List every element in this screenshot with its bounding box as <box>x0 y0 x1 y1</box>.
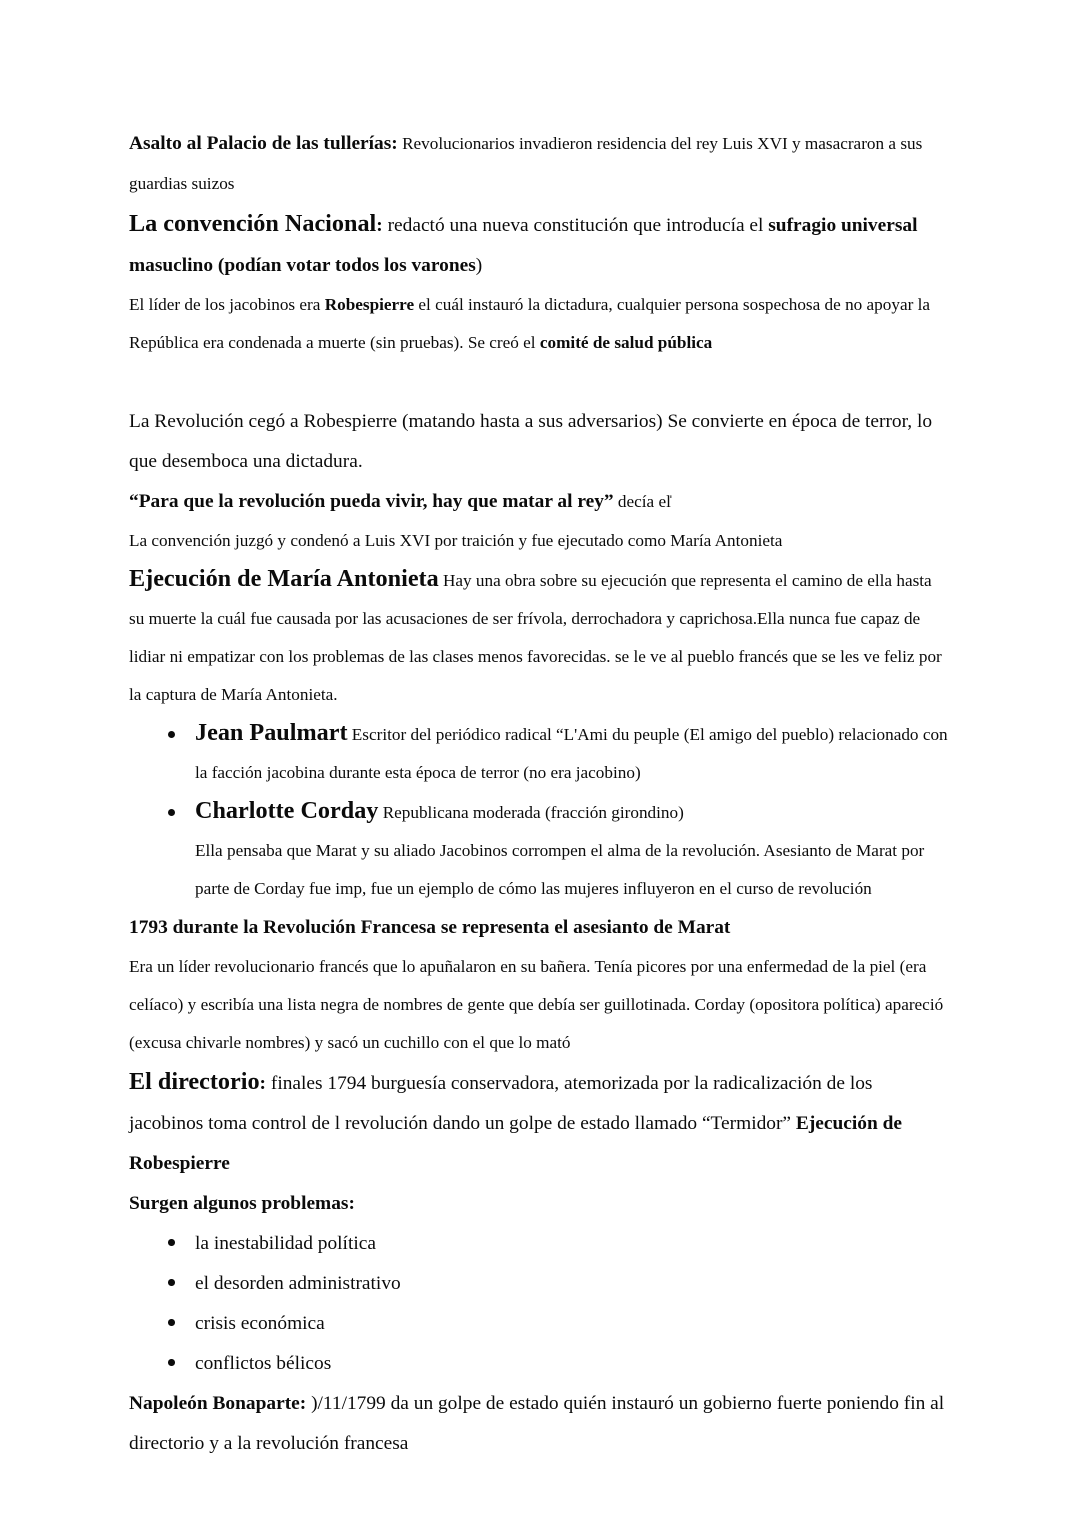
list-item-problema <box>129 1304 951 1344</box>
figure-name-jean-paulmart: Jean Paulmart <box>195 719 348 746</box>
text-convencion-body: redactó una nueva constitución que introducía el <box>382 215 769 236</box>
paragraph-jacobinos <box>129 286 951 362</box>
problemas-list <box>129 1224 951 1384</box>
paragraph-luis-xvi: La convención juzgó y condenó a Luis XVI por traición y fue ejecutado como María Antonieta <box>129 531 783 550</box>
figure-subparagraph-charlotte-corday: Ella pensaba que Marat y su aliado Jacobinos corrompen el alma de la revolución. Asesianto de Marat por parte de Corday fue imp, fue un ejemplo de cómo las mujeres influyeron en el curso de revolución <box>195 841 925 898</box>
heading-problemas <box>129 1184 951 1224</box>
document-body <box>129 124 951 1464</box>
paragraph-marat: Era un líder revolucionario francés que lo apuñalaron en su bañera. Tenía picores por una enfermedad de la piel (era celíaco) y escribía una lista negra de nombres de gente que debía ser guillotinada. Corday (opositora política) apareció (excusa chivarle nombres) y sacó un cuchillo con el que lo mató <box>129 957 944 1052</box>
text-convencion-paren: ) <box>475 255 483 276</box>
heading-problemas-text: Surgen algunos problemas: <box>129 1193 355 1214</box>
text-maria-antonieta-body: Hay una obra sobre su ejecución que representa el camino de ella hasta su muerte la cuál fue causada por las acusaciones de ser frívola, derrochadora y caprichosa.Ella nunca fue capaz de lidiar ni empatizar con los problemas de las clases menos favorecidas. se le ve al pueblo francés que se les ve feliz por la captura de María Antonieta. <box>129 571 942 704</box>
text-jacobinos-2: el cuál instauró la dictadura, cualquier persona sospechosa de no apoyar la República era condenada a muerte (sin pruebas). Se creó el <box>129 295 931 352</box>
text-tullerias-body: Revolucionarios invadieron residencia del rey Luis XVI y masacraron a sus guardias suizos <box>129 134 923 193</box>
paragraph-directorio <box>129 1062 951 1184</box>
paragraph-quote <box>129 482 951 522</box>
list-item-problema <box>129 1344 951 1384</box>
heading-1793-marat <box>129 908 951 948</box>
problema-label: la inestabilidad política <box>195 1233 376 1254</box>
heading-tullerias-colon: : <box>391 133 398 154</box>
problema-label: crisis económica <box>195 1313 325 1334</box>
paragraph-convencion <box>129 204 951 286</box>
text-directorio-robespierre: Ejecución de Robespierre <box>129 1113 902 1174</box>
figures-list <box>129 714 951 908</box>
list-item-jean-paulmart <box>129 714 951 792</box>
list-item-problema <box>129 1224 951 1264</box>
heading-maria-antonieta: Ejecución de María Antonieta <box>129 565 439 592</box>
figure-description-charlotte-corday: Republicana moderada (fracción girondino) <box>378 803 684 822</box>
heading-convencion-colon: : <box>376 215 383 236</box>
paragraph-tullerias <box>129 124 951 204</box>
text-jacobinos-1: El líder de los jacobinos era <box>129 295 325 314</box>
list-item-problema <box>129 1264 951 1304</box>
paragraph-terror: La Revolución cegó a Robespierre (matando hasta a sus adversarios) Se convierte en época de terror, lo que desemboca una dictadura. <box>129 411 933 472</box>
problema-label: conflictos bélicos <box>195 1353 332 1374</box>
text-jacobinos-robespierre: Robespierre <box>324 295 415 314</box>
text-napoleon-body: )/11/1799 da un golpe de estado quién instauró un gobierno fuerte poniendo fin al directorio y a la revolución francesa <box>129 1393 945 1454</box>
heading-directorio: El directorio <box>129 1068 260 1095</box>
figure-name-charlotte-corday: Charlotte Corday <box>195 797 379 824</box>
heading-convencion: La convención Nacional <box>129 210 377 237</box>
figure-description-jean-paulmart: Escritor del periódico radical “L'Ami du peuple (El amigo del pueblo) relacionado con la facción jacobina durante esta época de terror (no era jacobino) <box>195 725 948 782</box>
heading-directorio-colon: : <box>259 1073 267 1094</box>
heading-napoleon: Napoleón Bonaparte: <box>129 1393 307 1414</box>
text-jacobinos-comite: comité de salud pública <box>539 333 713 352</box>
problema-label: el desorden administrativo <box>195 1273 401 1294</box>
list-item-charlotte-corday <box>129 792 951 908</box>
heading-1793-marat-text: 1793 durante la Revolución Francesa se representa el asesianto de Marat <box>129 917 731 938</box>
heading-tullerias: Asalto al Palacio de las tullerías <box>129 133 392 154</box>
text-directorio-body: finales 1794 burguesía conservadora, atemorizada por la radicalización de los jacobinos toma control de l revolución dando un golpe de estado llamado “Termidor” <box>129 1073 873 1134</box>
paragraph-spacer <box>129 362 951 402</box>
paragraph-maria-antonieta <box>129 560 951 714</box>
paragraph-napoleon <box>129 1384 951 1464</box>
text-quote-tail: decía el̍ <box>613 492 671 511</box>
text-quote-bold: “Para que la revolución pueda vivir, hay que matar al rey” <box>129 491 614 512</box>
text-convencion-sufragio: sufragio universal masuclino (podían votar todos los varones <box>129 215 918 276</box>
